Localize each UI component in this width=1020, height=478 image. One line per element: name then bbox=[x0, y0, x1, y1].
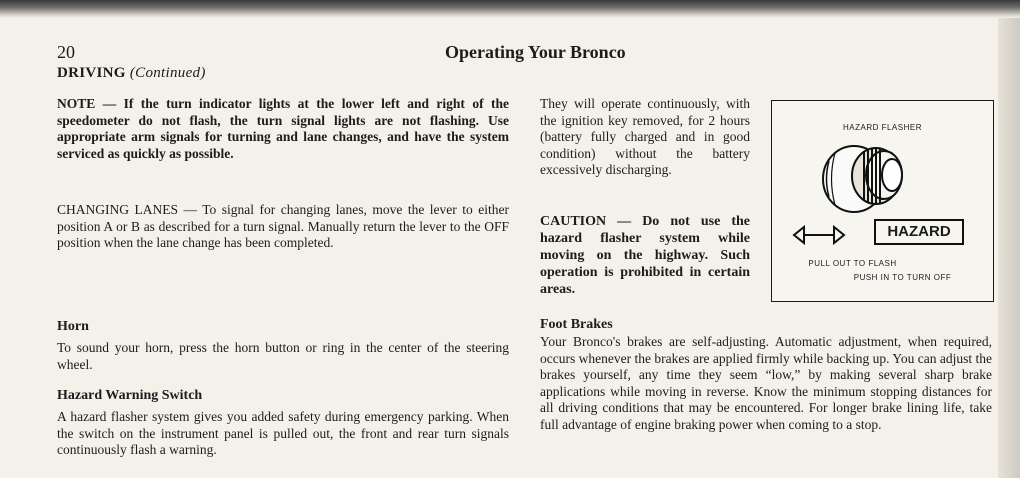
page-right-edge bbox=[998, 18, 1020, 478]
hazard-knob-illustration bbox=[772, 101, 993, 301]
caution-paragraph: CAUTION — Do not use the hazard flasher system while moving on the highway. Such operation is prohibited in certain areas. bbox=[540, 214, 750, 297]
hazard-heading: Hazard Warning Switch bbox=[57, 388, 203, 403]
operate-paragraph: They will operate continuously, with the ignition key removed, for 2 hours (battery fully charged and in good condition) without the battery excessively discharging. bbox=[540, 96, 750, 177]
section-heading bbox=[57, 65, 206, 82]
page-number: 20 bbox=[57, 42, 75, 62]
pull-out-label: PULL OUT TO FLASH bbox=[808, 259, 897, 268]
horn-paragraph: To sound your horn, press the horn button or ring in the center of the steering wheel. bbox=[57, 340, 509, 372]
foot-brakes-heading: Foot Brakes bbox=[540, 317, 613, 332]
knob-icon bbox=[823, 146, 902, 212]
page-title: Operating Your Bronco bbox=[445, 42, 626, 62]
push-in-label: PUSH IN TO TURN OFF bbox=[853, 273, 952, 282]
page-top-shadow bbox=[0, 0, 1020, 18]
section-continued: (Continued) bbox=[129, 65, 206, 81]
section-heading-text: DRIVING bbox=[57, 65, 126, 81]
foot-brakes-paragraph: Your Bronco's brakes are self-adjusting. Automatic adjustment, when required, occurs whenever the brakes are applied firmly while backing up. You can adjust the brakes yourself, any time they seem “low,” by making several sharp brake applications while moving in reverse. Know the minimum stopping distances for all driving conditions that may be encountered. For longer brake lining life, take full advantage of engine braking power when coming to a stop. bbox=[540, 334, 992, 432]
hazard-flasher-figure bbox=[771, 100, 994, 302]
note-paragraph: NOTE — If the turn indicator lights at the lower left and right of the speedometer do not flash, the turn signal lights are not flashing. Use appropriate arm signals for turning and lane changes, and have the system serviced as quickly as possible. bbox=[57, 96, 509, 161]
horn-heading: Horn bbox=[57, 319, 89, 334]
hazard-paragraph: A hazard flasher system gives you added safety during emergency parking. When the switch on the instrument panel is pulled out, the front and rear turn signals continuously flash a warning. bbox=[57, 409, 509, 457]
double-arrow-icon bbox=[794, 227, 844, 243]
figure-title: HAZARD FLASHER bbox=[842, 123, 922, 132]
hazard-switch-label: HAZARD bbox=[874, 219, 964, 245]
changing-lanes-paragraph: CHANGING LANES — To signal for changing lanes, move the lever to either position A or B as described for a turn signal. Manually return the lever to the OFF position when the lane change has been completed. bbox=[57, 202, 509, 250]
